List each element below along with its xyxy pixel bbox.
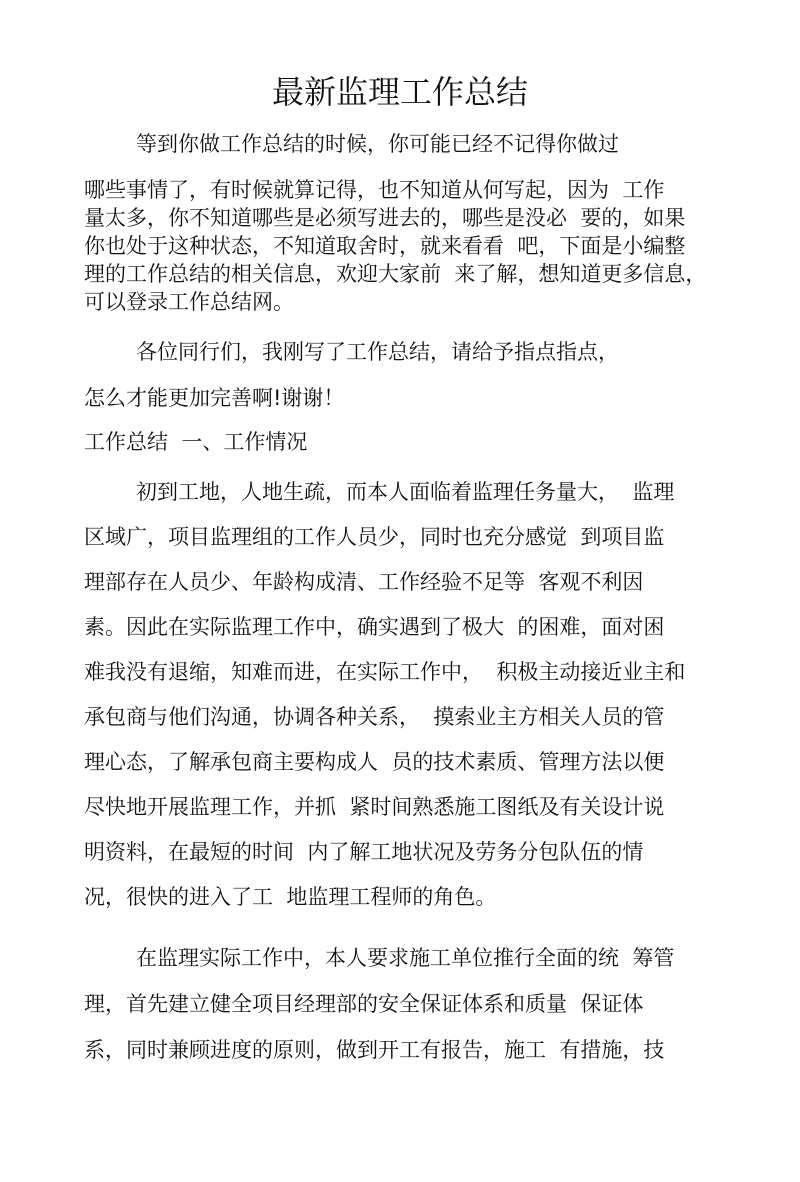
paragraph-line: 理部存在人员少、年龄构成清、工作经验不足等 客观不利因 bbox=[84, 570, 644, 594]
paragraph-line: 区域广，项目监理组的工作人员少，同时也充分感觉 到项目监 bbox=[84, 525, 665, 549]
paragraph-line: 在监理实际工作中，本人要求施工单位推行全面的统 筹管 bbox=[136, 946, 675, 970]
paragraph-line: 系，同时兼顾进度的原则，做到开工有报告，施工 有措施，技 bbox=[84, 1038, 665, 1062]
paragraph-line: 难我没有退缩，知难而进，在实际工作中， 积极主动接近业主和 bbox=[84, 660, 686, 684]
paragraph-line: 况，很快的进入了工 地监理工程师的角色。 bbox=[84, 885, 497, 909]
paragraph-line: 理心态，了解承包商主要构成人 员的技术素质、管理方法以便 bbox=[84, 750, 665, 774]
paragraph-line: 各位同行们，我刚写了工作总结，请给予指点指点， bbox=[136, 340, 619, 364]
paragraph-line: 量太多，你不知道哪些是必须写进去的，哪些是没必 要的，如果 bbox=[84, 206, 686, 230]
paragraph-line: 你也处于这种状态，不知道取舍时，就来看看 吧，下面是小编整 bbox=[84, 234, 686, 258]
paragraph-line: 素。因此在实际监理工作中，确实遇到了极大 的困难，面对困 bbox=[84, 615, 665, 639]
paragraph-line: 承包商与他们沟通，协调各种关系， 摸索业主方相关人员的管 bbox=[84, 705, 665, 729]
paragraph-line: 尽快地开展监理工作，并抓 紧时间熟悉施工图纸及有关设计说 bbox=[84, 795, 665, 819]
document-title: 最新监理工作总结 bbox=[271, 73, 528, 111]
paragraph-line: 可以登录工作总结网。 bbox=[84, 290, 294, 314]
paragraph-line: 理的工作总结的相关信息，欢迎大家前 来了解，想知道更多信息， bbox=[84, 262, 707, 286]
section-heading: 工作总结 一、工作情况 bbox=[84, 430, 308, 454]
paragraph-line: 明资料，在最短的时间 内了解工地状况及劳务分包队伍的情 bbox=[84, 840, 644, 864]
paragraph-line: 等到你做工作总结的时候，你可能已经不记得你做过 bbox=[136, 132, 619, 156]
paragraph-line: 哪些事情了，有时候就算记得，也不知道从何写起，因为 工作 bbox=[84, 178, 665, 202]
paragraph-line: 理，首先建立健全项目经理部的安全保证体系和质量 保证体 bbox=[84, 992, 644, 1016]
paragraph-line: 初到工地，人地生疏，而本人面临着监理任务量大， 监理 bbox=[136, 480, 675, 504]
paragraph-line: 怎么才能更加完善啊!谢谢！ bbox=[84, 386, 345, 410]
